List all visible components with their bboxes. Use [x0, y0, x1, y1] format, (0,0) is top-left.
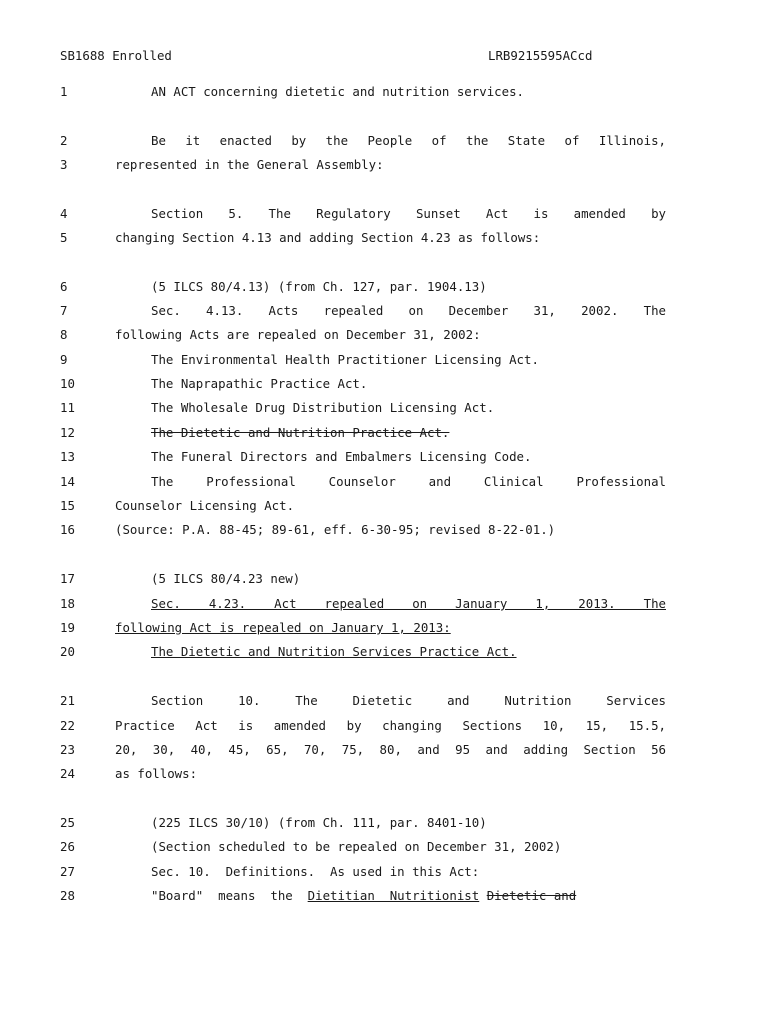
- line-number: 28: [60, 888, 75, 903]
- inserted-text: Sec. 4.23. Act repealed on January 1, 2013. The: [151, 596, 666, 611]
- line-text: The Professional Counselor and Clinical Professional: [151, 474, 666, 489]
- line-text: The Environmental Health Practitioner Licensing Act.: [151, 352, 539, 367]
- line-number: 27: [60, 864, 75, 879]
- line-number: 15: [60, 498, 75, 513]
- line-text: changing Section 4.13 and adding Section 4.23 as follows:: [115, 230, 541, 245]
- line-number: 18: [60, 596, 75, 611]
- line-1: [0, 82, 770, 102]
- line-number: 3: [60, 157, 68, 172]
- line-9: [0, 350, 770, 370]
- inserted-text: following Act is repealed on January 1, 2013:: [115, 620, 451, 635]
- line-text: Counselor Licensing Act.: [115, 498, 295, 513]
- line-text: (Source: P.A. 88-45; 89-61, eff. 6-30-95; revised 8-22-01.): [115, 522, 556, 537]
- line-5: [0, 228, 770, 248]
- line-text: following Acts are repealed on December 31, 2002:: [115, 327, 481, 342]
- line-text: (Section scheduled to be repealed on December 31, 2002): [151, 839, 562, 854]
- line-number: 4: [60, 206, 68, 221]
- line-7: [0, 301, 770, 321]
- line-4: [0, 204, 770, 224]
- line-number: 7: [60, 303, 68, 318]
- line-number: 5: [60, 230, 68, 245]
- deleted-text: Dietetic and: [486, 888, 577, 903]
- deleted-text: The Dietetic and Nutrition Practice Act.: [151, 425, 450, 440]
- line-28: [0, 886, 770, 906]
- line-text: Sec. 4.13. Acts repealed on December 31, 2002. The: [151, 303, 666, 318]
- line-3: [0, 155, 770, 175]
- inserted-text: Dietitian Nutritionist: [307, 888, 480, 903]
- line-10: [0, 374, 770, 394]
- line-text: Be it enacted by the People of the State of Illinois,: [151, 133, 666, 148]
- line-24: [0, 764, 770, 784]
- line-number: 9: [60, 352, 68, 367]
- line-text: Practice Act is amended by changing Sections 10, 15, 15.5,: [115, 718, 666, 733]
- line-number: 2: [60, 133, 68, 148]
- line-19: [0, 618, 770, 638]
- line-text: as follows:: [115, 766, 198, 781]
- line-11: [0, 398, 770, 418]
- line-number: 26: [60, 839, 75, 854]
- line-number: 24: [60, 766, 75, 781]
- bill-number: SB1688 Enrolled: [60, 48, 172, 63]
- line-12: [0, 423, 770, 443]
- line-23: [0, 740, 770, 760]
- line-text: Section 5. The Regulatory Sunset Act is amended by: [151, 206, 666, 221]
- line-number: 16: [60, 522, 75, 537]
- line-text: (5 ILCS 80/4.23 new): [151, 571, 301, 586]
- line-text: Sec. 10. Definitions. As used in this Act:: [151, 864, 480, 879]
- line-number: 1: [60, 84, 68, 99]
- line-21: [0, 691, 770, 711]
- line-text: The Wholesale Drug Distribution Licensing Act.: [151, 400, 495, 415]
- line-number: 21: [60, 693, 75, 708]
- line-2: [0, 131, 770, 151]
- line-number: 23: [60, 742, 75, 757]
- line-16: [0, 520, 770, 540]
- line-20: [0, 642, 770, 662]
- line-14: [0, 472, 770, 492]
- line-number: 13: [60, 449, 75, 464]
- line-17: [0, 569, 770, 589]
- line-text: The Funeral Directors and Embalmers Licensing Code.: [151, 449, 532, 464]
- line-number: 11: [60, 400, 75, 415]
- line-text: AN ACT concerning dietetic and nutrition services.: [151, 84, 524, 99]
- line-number: 12: [60, 425, 75, 440]
- line-13: [0, 447, 770, 467]
- line-27: [0, 862, 770, 882]
- line-text: The Naprapathic Practice Act.: [151, 376, 368, 391]
- line-number: 10: [60, 376, 75, 391]
- line-25: [0, 813, 770, 833]
- line-number: 14: [60, 474, 75, 489]
- line-number: 6: [60, 279, 68, 294]
- line-8: [0, 325, 770, 345]
- line-number: 17: [60, 571, 75, 586]
- line-text: (5 ILCS 80/4.13) (from Ch. 127, par. 1904.13): [151, 279, 487, 294]
- line-text: [151, 886, 666, 906]
- line-18: [0, 594, 770, 614]
- line-text: represented in the General Assembly:: [115, 157, 384, 172]
- line-22: [0, 716, 770, 736]
- line-26: [0, 837, 770, 857]
- line-number: 25: [60, 815, 75, 830]
- line-6: [0, 277, 770, 297]
- line-number: 8: [60, 327, 68, 342]
- line-text: 20, 30, 40, 45, 65, 70, 75, 80, and 95 and adding Section 56: [115, 742, 666, 757]
- inserted-text: The Dietetic and Nutrition Services Practice Act.: [151, 644, 517, 659]
- board-definition-text: "Board" means the: [151, 888, 308, 903]
- line-15: [0, 496, 770, 516]
- lrb-code: LRB9215595ACcd: [488, 48, 593, 63]
- line-text: Section 10. The Dietetic and Nutrition Services: [151, 693, 666, 708]
- line-number: 19: [60, 620, 75, 635]
- line-number: 20: [60, 644, 75, 659]
- line-number: 22: [60, 718, 75, 733]
- line-text: (225 ILCS 30/10) (from Ch. 111, par. 8401-10): [151, 815, 487, 830]
